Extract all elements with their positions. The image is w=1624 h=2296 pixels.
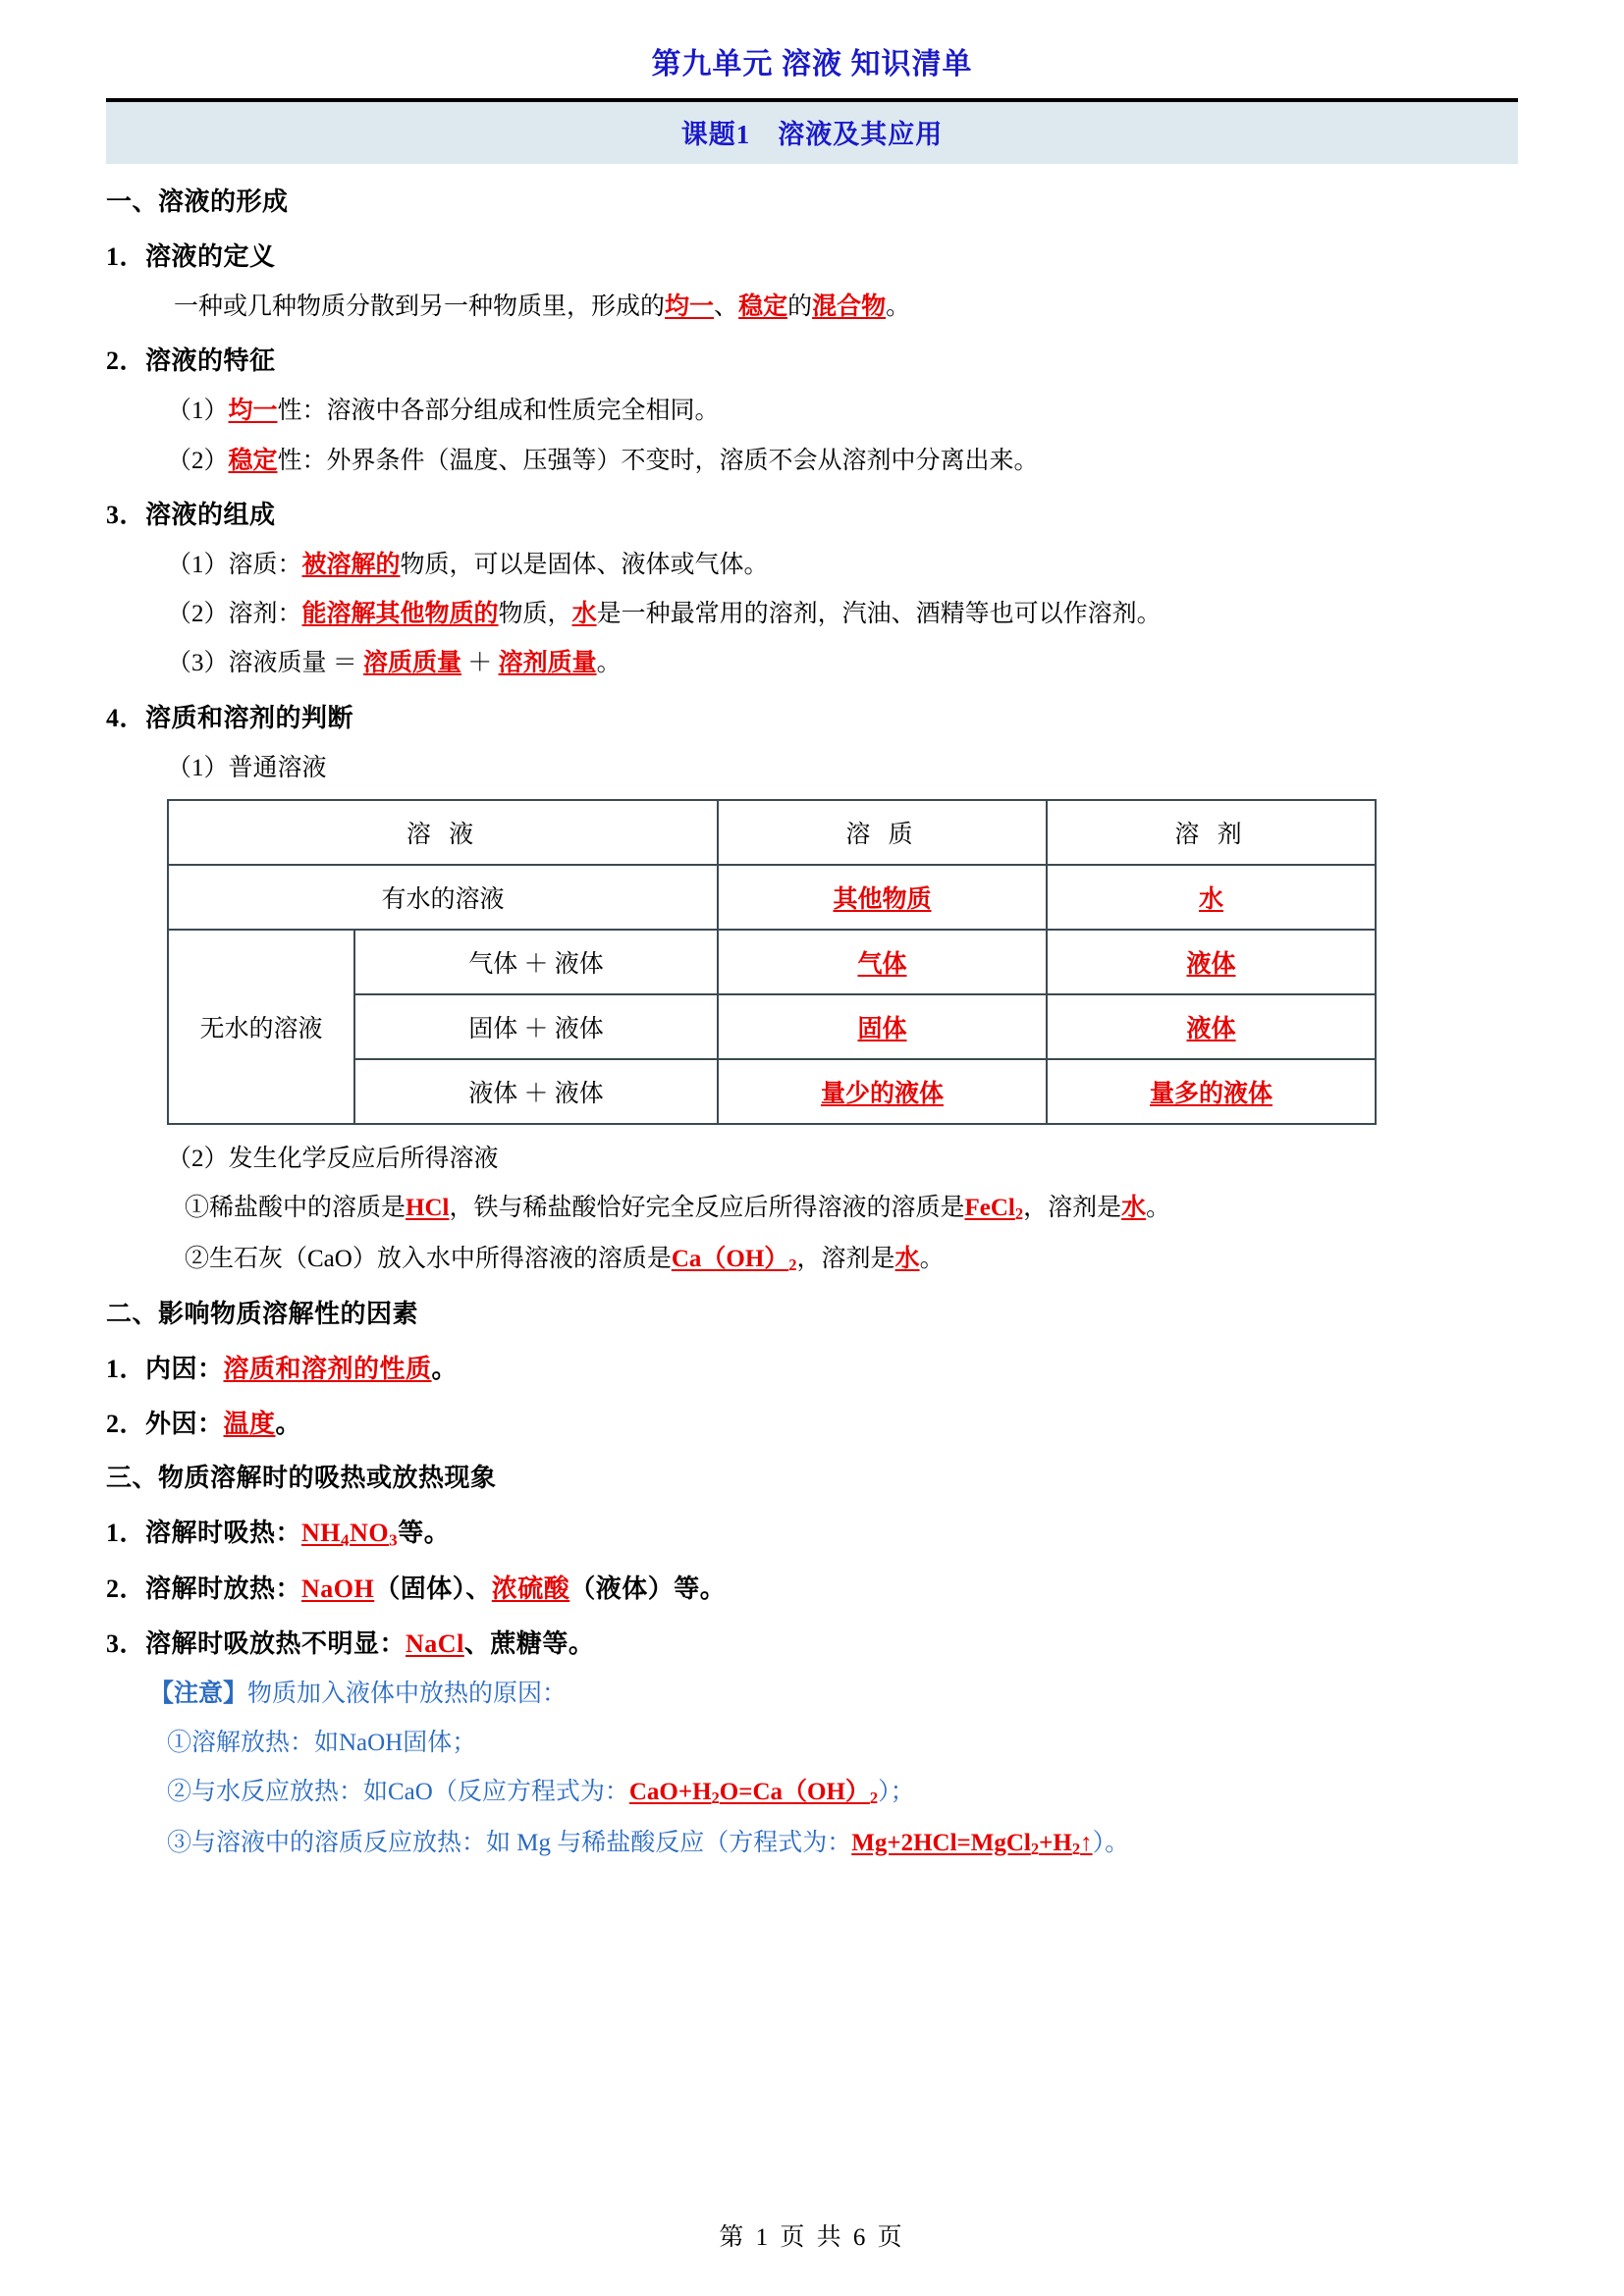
text-run: ①稀盐酸中的溶质是 (185, 1195, 406, 1221)
item-number: （2） (167, 601, 229, 627)
formula-subscript: 2 (1071, 1840, 1081, 1859)
formula-main: Mg+2HCl=MgCl (851, 1830, 1031, 1857)
text-run: ③与溶液中的溶质反应放热：如 Mg 与稀盐酸反应（方程式为： (167, 1830, 852, 1857)
highlight-value: 气体 (857, 950, 907, 978)
text-run: 溶剂： (228, 601, 302, 627)
highlight-能溶解其他物质的: 能溶解其他物质的 (301, 601, 499, 627)
highlight-value: 固体 (857, 1015, 907, 1042)
table-cell-solvent (1047, 930, 1376, 994)
text-run: 性：外界条件（温度、压强等）不变时，溶质不会从溶剂中分离出来。 (277, 447, 1039, 474)
formula-subscript: 4 (341, 1529, 351, 1549)
item-number: （1） (167, 398, 229, 425)
text-run: 。 (596, 650, 622, 677)
text-run: 等。 (398, 1518, 451, 1547)
section-heading-3: 三、物质溶解时的吸热或放热现象 (106, 1463, 497, 1492)
subsection-2-1 (106, 1349, 1518, 1385)
highlight-溶质和溶剂的性质: 溶质和溶剂的性质 (223, 1354, 432, 1383)
highlight-value: 其他物质 (833, 885, 932, 913)
text-run: ①溶解放热：如NaOH固体； (167, 1730, 477, 1757)
highlight-value: 量多的液体 (1150, 1080, 1273, 1107)
text-run: 溶解时吸放热不明显： (145, 1629, 406, 1658)
text-run: 、 (714, 294, 739, 320)
text-run: 性：溶液中各部分组成和性质完全相同。 (277, 398, 720, 425)
subsection-3-2 (106, 1569, 1518, 1605)
text-run: 外因： (145, 1409, 224, 1438)
formula-main: O=Ca（OH） (719, 1779, 870, 1806)
table-cell-solute (718, 994, 1047, 1059)
highlight-CaOH2 (672, 1246, 797, 1272)
text-run: ）； (878, 1779, 915, 1806)
text-run: ，铁与稀盐酸恰好完全反应后所得溶液的溶质是 (449, 1195, 965, 1221)
formula-main: CaO+H (628, 1779, 712, 1806)
highlight-HCl: HCl (406, 1195, 450, 1221)
text-run: ＋ (461, 650, 499, 677)
text-run: ②生石灰（CaO）放入水中所得溶液的溶质是 (185, 1245, 672, 1272)
item-number: （3） (167, 650, 229, 677)
text-run: 。 (1146, 1195, 1171, 1221)
lesson-banner: 课题1 溶液及其应用 (106, 102, 1518, 164)
section-heading-2: 二、影响物质溶解性的因素 (106, 1299, 419, 1328)
formula-main: FeCl (964, 1195, 1015, 1221)
highlight-溶剂质量: 溶剂质量 (498, 650, 597, 677)
text-run: ，溶剂是 (796, 1245, 895, 1272)
table-row (168, 930, 1376, 994)
highlight-equation-Mg (851, 1830, 1093, 1859)
list-item (106, 648, 1518, 678)
text-run: 内因： (145, 1354, 224, 1383)
highlight-混合物: 混合物 (812, 294, 887, 320)
page-footer: 第 1 页 共 6 页 (719, 2224, 905, 2251)
note-item (106, 1728, 1518, 1758)
text-run: 溶解时放热： (145, 1574, 302, 1603)
highlight-稳定: 稳定 (738, 294, 788, 320)
table-cell-solvent (1047, 865, 1376, 930)
highlight-水: 水 (894, 1245, 920, 1272)
subsection-heading-1-1: 1．溶液的定义 (106, 242, 276, 271)
highlight-溶质质量: 溶质质量 (363, 650, 462, 677)
table-header-row (168, 800, 1376, 865)
item-number: 1． (106, 1518, 146, 1547)
table-cell-name: 固体 ＋ 液体 (354, 994, 718, 1059)
highlight-浓硫酸: 浓硫酸 (491, 1574, 570, 1603)
text-run: 是一种最常用的溶剂，汽油、酒精等也可以作溶剂。 (596, 601, 1162, 627)
highlight-value: 水 (1199, 885, 1224, 913)
text-run: 。 (431, 1354, 459, 1383)
formula-subscript: 2 (1030, 1840, 1040, 1859)
table-cell-name: 液体 ＋ 液体 (354, 1059, 718, 1124)
table-row (168, 865, 1376, 930)
subsection-3-3 (106, 1624, 1518, 1660)
highlight-水: 水 (571, 601, 597, 627)
text-run: 溶解时吸热： (145, 1518, 302, 1547)
paragraph-definition (106, 292, 1518, 322)
note-label: 【注意】 (149, 1680, 248, 1707)
subsection-heading-1-4: 4．溶质和溶剂的判断 (106, 703, 354, 732)
text-run: 、蔗糖等。 (463, 1629, 595, 1658)
note-item (106, 1777, 1518, 1809)
text-run: 。 (919, 1245, 945, 1272)
subsection-2-2 (106, 1404, 1518, 1440)
table-cell-solute (718, 930, 1047, 994)
text-run: （固体）、 (374, 1574, 492, 1603)
text-run: ②与水反应放热：如CaO（反应方程式为： (167, 1779, 629, 1806)
subsection-heading-1-3: 3．溶液的组成 (106, 500, 276, 529)
section-heading-1: 一、溶液的形成 (106, 187, 289, 216)
text-run: 物质，可以是固体、液体或气体。 (400, 551, 769, 578)
item-number: 3． (106, 1629, 146, 1658)
solution-table-wrapper (106, 799, 1518, 1125)
note-text: 物质加入液体中放热的原因： (247, 1680, 568, 1707)
formula-subscript: 2 (869, 1789, 879, 1808)
table-cell-name: 有水的溶液 (168, 865, 718, 930)
table-cell-name: 气体 ＋ 液体 (354, 930, 718, 994)
formula-main: NO (350, 1518, 390, 1547)
text-run: 物质， (498, 601, 572, 627)
subsection-3-1 (106, 1513, 1518, 1550)
formula-subscript: 2 (711, 1789, 720, 1808)
formula-subscript: 2 (788, 1255, 797, 1274)
note-block (106, 1679, 1518, 1709)
highlight-value: 液体 (1186, 950, 1236, 978)
formula-subscript: 2 (1014, 1204, 1024, 1224)
text-run: 溶液质量 ＝ (228, 650, 364, 677)
list-item (106, 1244, 1518, 1276)
table-header-cell: 溶 液 (168, 800, 718, 865)
text-run: ）。 (1092, 1830, 1130, 1857)
highlight-FeCl2 (964, 1195, 1024, 1224)
table-cell-group: 无水的溶液 (168, 930, 354, 1124)
list-item (106, 446, 1518, 476)
list-item (106, 550, 1518, 580)
list-item (106, 599, 1518, 629)
text-run: （液体）等。 (569, 1574, 727, 1603)
highlight-水: 水 (1121, 1195, 1147, 1221)
page-title: 第九单元 溶液 知识清单 (651, 48, 973, 80)
text-run: ，溶剂是 (1023, 1195, 1122, 1221)
table-cell-solvent (1047, 1059, 1376, 1124)
item-number: （2） (167, 447, 229, 474)
table-cell-solvent (1047, 994, 1376, 1059)
subsection-heading-1-2: 2．溶液的特征 (106, 347, 276, 376)
list-item (106, 1193, 1518, 1225)
text-run: 一种或几种物质分散到另一种物质里，形成的 (174, 294, 666, 320)
solute-solvent-table (167, 799, 1377, 1125)
list-item (106, 396, 1518, 426)
text-run: 的 (787, 294, 813, 320)
highlight-温度: 温度 (223, 1409, 276, 1438)
table-cell-solute (718, 1059, 1047, 1124)
highlight-均一: 均一 (665, 294, 715, 320)
table-header-cell: 溶 剂 (1047, 800, 1376, 865)
list-item-label: （2）发生化学反应后所得溶液 (167, 1145, 499, 1172)
up-arrow-icon: ↑ (1080, 1830, 1093, 1857)
highlight-NaOH: NaOH (301, 1574, 375, 1603)
item-number: 2． (106, 1409, 146, 1438)
formula-main: +H (1039, 1830, 1072, 1857)
highlight-value: 量少的液体 (821, 1080, 945, 1107)
note-item (106, 1828, 1518, 1860)
highlight-被溶解的: 被溶解的 (301, 551, 401, 578)
formula-main: Ca（OH） (671, 1245, 789, 1272)
text-run: 。 (275, 1409, 302, 1438)
highlight-equation-CaO (628, 1779, 879, 1808)
text-run: 。 (886, 294, 911, 320)
table-header-cell: 溶 质 (718, 800, 1047, 865)
list-item-label: （1）普通溶液 (167, 754, 327, 781)
item-number: 1． (106, 1354, 146, 1383)
formula-subscript: 3 (389, 1529, 399, 1549)
highlight-value: 液体 (1186, 1015, 1236, 1042)
item-number: 2． (106, 1574, 146, 1603)
highlight-NaCl: NaCl (406, 1629, 464, 1658)
highlight-NH4NO3 (301, 1519, 398, 1547)
formula-main: NH (301, 1518, 342, 1547)
highlight-均一: 均一 (228, 398, 278, 425)
item-number: （1） (167, 551, 229, 578)
table-cell-solute (718, 865, 1047, 930)
highlight-稳定: 稳定 (228, 447, 278, 474)
text-run: 溶质： (228, 551, 302, 578)
